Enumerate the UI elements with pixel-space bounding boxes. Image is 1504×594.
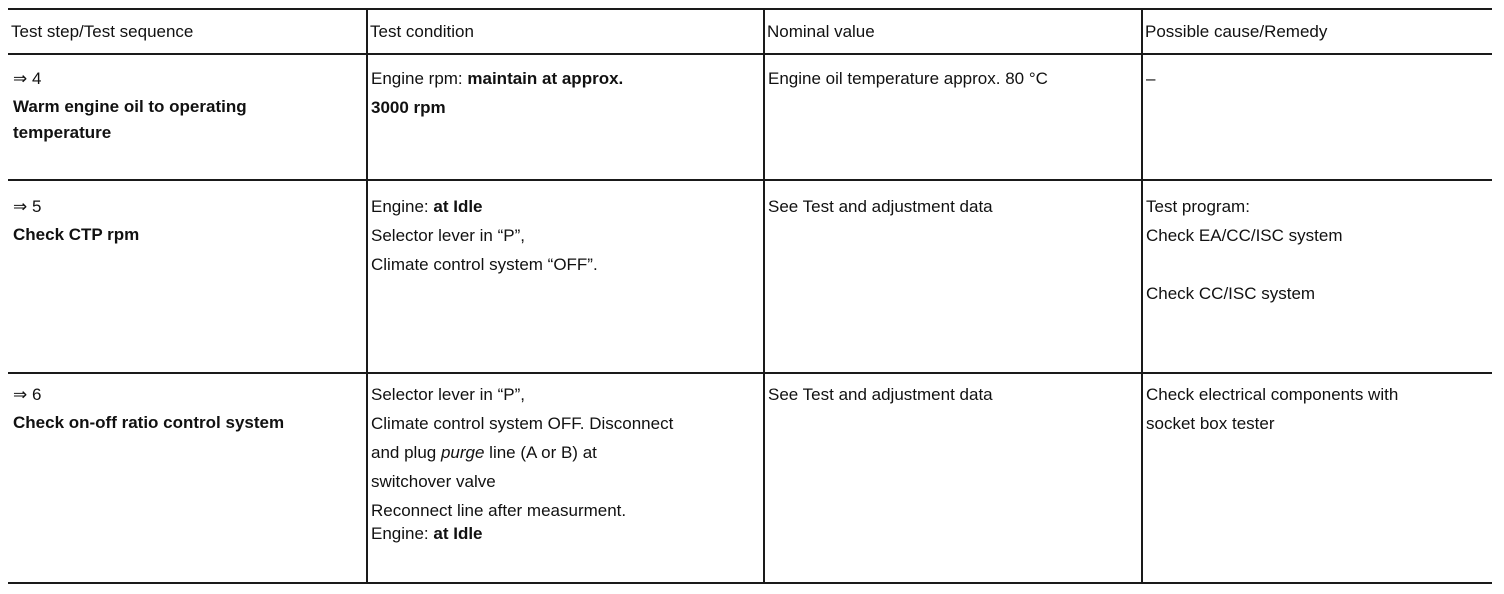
table-row-step-5-remedy: Test program: Check EA/CC/ISC system Check CC/ISC system [1146,197,1343,303]
row-divider-2 [8,372,1492,374]
column-divider-2 [763,8,765,584]
step-number: ⇒ 5 [13,197,42,217]
arrow-right-icon: ⇒ [13,69,28,89]
column-divider-3 [1141,8,1143,584]
table-bottom-rule [8,582,1492,584]
table-row-step-6-test-step [13,380,284,436]
table-row-step-6-nominal: See Test and adjustment data [768,385,993,404]
arrow-right-icon: ⇒ [13,385,28,405]
header-nominal-value: Nominal value [767,22,875,41]
table-row-step-4-nominal: Engine oil temperature approx. 80 °C [768,69,1048,88]
table-row-step-5-condition: Engine: at Idle Selector lever in “P”, Climate control system “OFF”. [371,197,598,274]
row-divider-1 [8,179,1492,181]
table-row-step-4-test-step [13,64,247,146]
table-row-step-6-remedy: Check electrical components with socket box tester [1146,385,1399,433]
table-row-step-6-condition: Selector lever in “P”, Climate control system OFF. Disconnect and plug purge line (A or B) at switchover valve Reconnect line after measurment. Engine: at Idle [371,385,674,543]
arrow-right-icon: ⇒ [13,197,28,217]
table-row-step-5-test-step [13,192,139,248]
step-title: Warm engine oil to operating [13,97,247,116]
table-row-step-5-nominal: See Test and adjustment data [768,197,993,216]
step-title: Check on-off ratio control system [13,413,285,432]
table-row-step-4-remedy: – [1146,69,1156,88]
column-divider-1 [366,8,368,584]
table-top-rule [8,8,1492,10]
header-test-condition: Test condition [370,22,474,41]
header-test-step: Test step/Test sequence [11,22,194,41]
table-row-step-4-condition: Engine rpm: maintain at approx. 3000 rpm [371,69,624,117]
step-number: ⇒ 4 [13,69,42,89]
header-possible-cause: Possible cause/Remedy [1145,22,1328,41]
step-number: ⇒ 6 [13,385,42,405]
test-table [8,8,1492,586]
step-title: Check CTP rpm [13,225,140,244]
step-title-continued: temperature [13,123,112,142]
header-bottom-rule [8,53,1492,55]
